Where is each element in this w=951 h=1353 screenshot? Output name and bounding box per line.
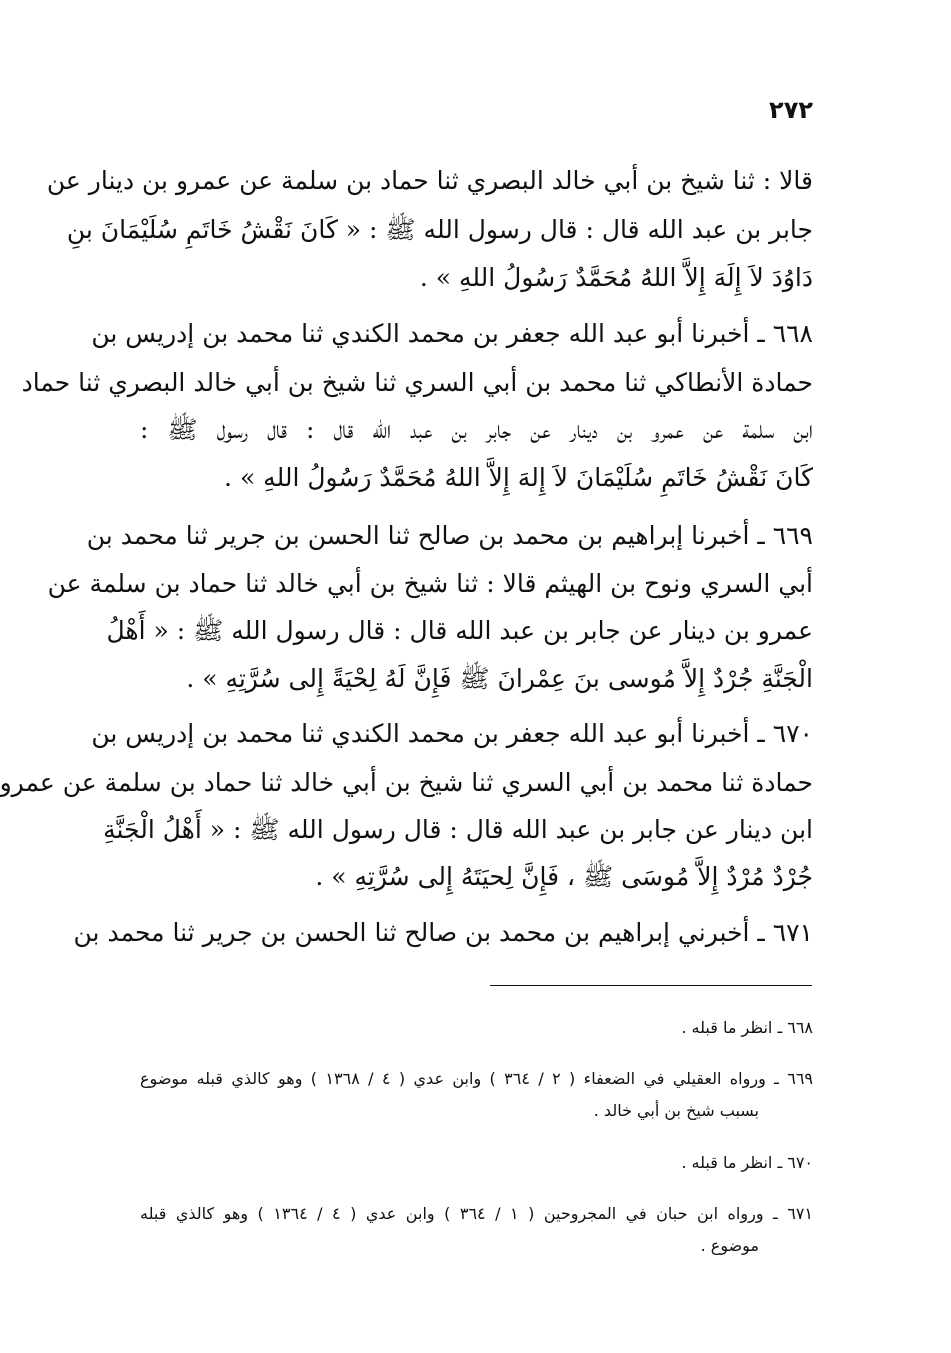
- hadith-669-line: ٦٦٩ ـ أخبرنا إبراهيم بن محمد بن صالح ثنا الحسن بن جرير ثنا محمد بن: [86, 521, 813, 550]
- footnote-669-continuation: بسبب شيخ بن أبي خالد .: [593, 1101, 759, 1120]
- text-line: الْجَنَّةِ جُرْدٌ إِلاَّ مُوسى بنَ عِمْرانَ ﷺ فَإِنَّ لَهُ لِحْيَةً إِلى سُرَّتِهِ » .: [186, 664, 813, 693]
- text-line: عمرو بن دينار عن جابر بن عبد الله قال : قال رسول الله ﷺ : « أَهْلُ: [106, 616, 813, 645]
- footnote-671: ٦٧١ ـ ورواه ابن حبان في المجروحين ( ١ / ٣٦٤ ) وابن عدي ( ٤ / ١٣٦٤ ) وهو كالذي قبله: [140, 1204, 814, 1223]
- text-line: حمادة ثنا محمد بن أبي السري ثنا شيخ بن أبي خالد ثنا حماد بن سلمة عن عمرو: [0, 768, 813, 797]
- footnote-671-continuation: موضوع .: [700, 1236, 759, 1255]
- page-number: ٢٧٢: [769, 96, 813, 124]
- hadith-668-line: ٦٦٨ ـ أخبرنا أبو عبد الله جعفر بن محمد الكندي ثنا محمد بن إدريس بن: [91, 319, 813, 348]
- footnote-669: ٦٦٩ ـ ورواه العقيلي في الضعفاء ( ٢ / ٣٦٤ ) وابن عدي ( ٤ / ١٣٦٨ ) وهو كالذي قبله موضوع: [140, 1069, 814, 1088]
- text-line: كَانَ نَقْشُ خَاتَمِ سُلَيْمَانَ لاَ إِلهَ إِلاَّ اللهُ مُحَمَّدٌ رَسُولُ اللهِ » .: [224, 463, 813, 492]
- footnote-668: ٦٦٨ ـ انظر ما قبله .: [681, 1018, 813, 1037]
- text-line: دَاوُدَ لاَ إِلَهَ إِلاَّ اللهُ مُحَمَّدٌ رَسُولُ اللهِ » .: [419, 263, 813, 292]
- text-line: حمادة الأنطاكي ثنا محمد بن أبي السري ثنا شيخ بن أبي خالد البصري ثنا حماد: [21, 368, 813, 397]
- hadith-671-line: ٦٧١ ـ أخبرني إبراهيم بن محمد بن صالح ثنا الحسن بن جرير ثنا محمد بن: [73, 918, 813, 947]
- text-line: قالا : ثنا شيخ بن أبي خالد البصري ثنا حماد بن سلمة عن عمرو بن دينار عن: [46, 166, 813, 195]
- text-line: ابن سلمة عن عمرو بن دينار عن جابر بن عبد الله قال : قال رسول ﷺ :: [140, 415, 813, 444]
- text-line: أبي السري ونوح بن الهيثم قالا : ثنا شيخ بن أبي خالد ثنا حماد بن سلمة عن: [47, 569, 813, 598]
- text-line: جابر بن عبد الله قال : قال رسول الله ﷺ : « كَانَ نَقْشُ خَاتَمِ سُلَيْمَانَ بنِ: [66, 215, 813, 244]
- footnote-670: ٦٧٠ ـ انظر ما قبله .: [681, 1153, 813, 1172]
- footnote-separator: [490, 985, 812, 986]
- hadith-670-line: ٦٧٠ ـ أخبرنا أبو عبد الله جعفر بن محمد الكندي ثنا محمد بن إدريس بن: [91, 719, 813, 748]
- text-line: ابن دينار عن جابر بن عبد الله قال : قال رسول الله ﷺ : « أَهْلُ الْجَنَّةِ: [103, 815, 813, 844]
- text-line: جُرْدٌ مُرْدٌ إِلاَّ مُوسَى ﷺ ، فَإِنَّ لِحيَتَهُ إِلى سُرَّتِهِ » .: [315, 862, 813, 891]
